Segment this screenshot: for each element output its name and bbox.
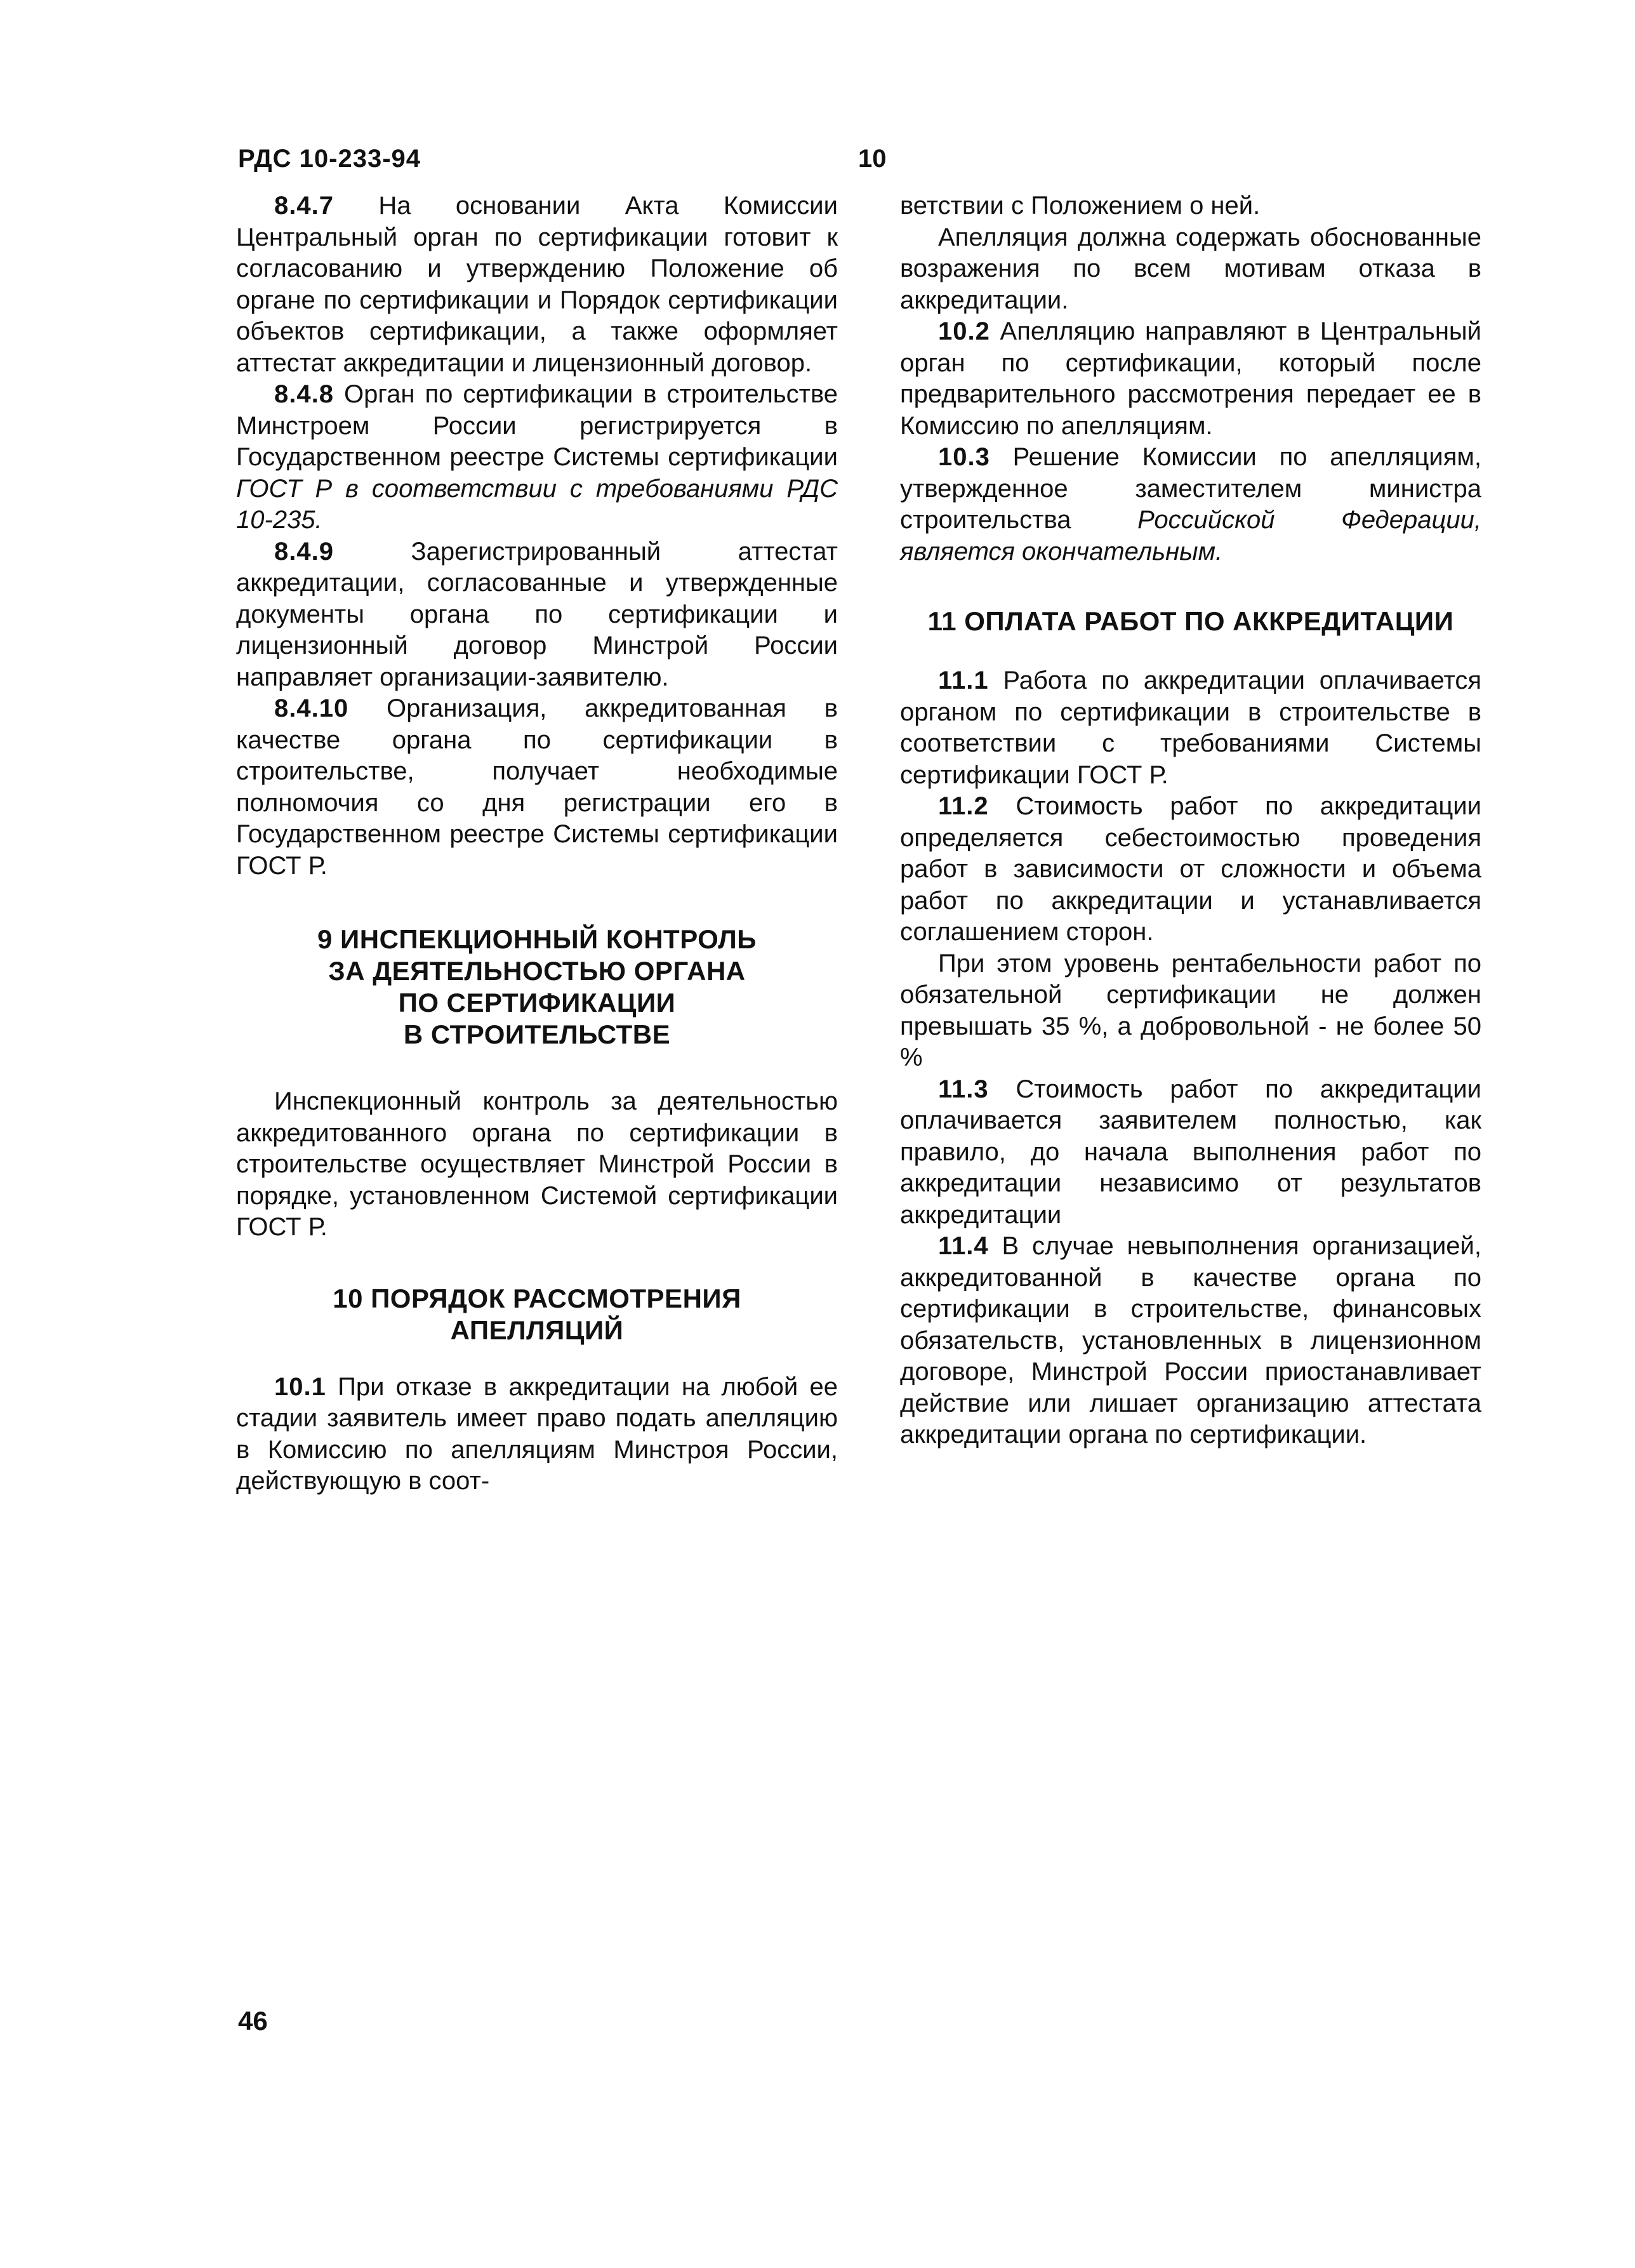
clause-number: 8.4.8: [274, 380, 334, 408]
clause-number: 8.4.10: [274, 694, 349, 722]
paragraph-8-4-10: [236, 693, 838, 882]
clause-text: В случае невыполнения организацией, аккредитованной в качестве органа по сертификации в строительстве, финансовых обязательств, установленных в лицензионном договоре, Минстрой России приостанавливает действие или лишает организацию аттестата аккредитации органа по сертификации.: [900, 1232, 1481, 1449]
paragraph-11-4: [900, 1231, 1481, 1451]
clause-number: 10.2: [938, 317, 990, 345]
paragraph-appeal-content: Апелляция должна содержать обоснованные возражения по всем мотивам отказа в аккредитации.: [900, 223, 1481, 314]
right-column: [900, 190, 1481, 1451]
section-9-heading: [236, 924, 838, 1051]
paragraph-11-3: [900, 1074, 1481, 1231]
clause-text: Решение Комиссии по апелляциям, утвержденное заместителем министра строительства: [900, 443, 1481, 534]
section-9-body: Инспекционный контроль за деятельностью аккредитованного органа по сертификации в строительстве осуществляет Минстрой России в порядке, установленном Системой сертификации ГОСТ Р.: [236, 1087, 838, 1241]
heading-line: 11 ОПЛАТА РАБОТ ПО АККРЕДИТАЦИИ: [927, 606, 1454, 636]
clause-number: 11.2: [938, 792, 989, 820]
paragraph-10-2: [900, 316, 1481, 442]
paragraph-11-1: [900, 665, 1481, 791]
clause-text: Стоимость работ по аккредитации оплачивается заявителем полностью, как правило, до начала выполнения работ по аккредитации независимо от результатов аккредитации: [900, 1075, 1481, 1229]
clause-text: При отказе в аккредитации на любой ее стадии заявитель имеет право подать апелляцию в Комиссию по апелляциям Минстроя России, действующую в соот-: [236, 1372, 838, 1495]
heading-line: В СТРОИТЕЛЬСТВЕ: [403, 1019, 671, 1049]
clause-text: На основании Акта Комиссии Центральный орган по сертификации готовит к согласованию и утверждению Положение об органе по сертификации и Порядок сертификации объектов сертификации, а также оформляет аттестат аккредитации и лицензионный договор.: [236, 192, 838, 377]
paragraph-profitability: При этом уровень рентабельности работ по обязательной сертификации не должен превышать 35 %, а добровольной - не более 50 %: [900, 949, 1481, 1071]
clause-number: 11.3: [938, 1075, 989, 1103]
paragraph-10-1-continued: ветствии с Положением о ней.: [900, 192, 1261, 220]
section-10-heading: [236, 1283, 838, 1346]
clause-text: Стоимость работ по аккредитации определяется себестоимостью проведения работ в зависимости от сложности и объема работ по аккредитации и устанавливается соглашением сторон.: [900, 792, 1481, 946]
clause-text-italic: ГОСТ Р в соответствии с требованиями РДС 10-235.: [236, 474, 838, 534]
clause-number: 10.1: [274, 1372, 326, 1401]
document-code: РДС 10-233-94: [238, 145, 421, 173]
page-number: 46: [238, 2006, 268, 2036]
heading-line: АПЕЛЛЯЦИЙ: [450, 1315, 624, 1345]
clause-text: Организация, аккредитованная в качестве органа по сертификации в строительстве, получает необходимые полномочия со дня регистрации его в Государственном реестре Системы сертификации ГОСТ Р.: [236, 694, 838, 880]
clause-number: 8.4.7: [274, 192, 334, 220]
clause-text: Зарегистрированный аттестат аккредитации, согласованные и утвержденные документы органа по сертификации и лицензионный договор Минстрой России направляет организации-заявителю.: [236, 537, 838, 691]
clause-text: Орган по сертификации в строительстве Минстроем России регистрируется в Государственном реестре Системы сертификации: [236, 380, 838, 471]
paragraph-8-4-9: [236, 536, 838, 694]
clause-number: 11.1: [938, 666, 989, 694]
clause-text: Апелляцию направляют в Центральный орган по сертификации, который после предварительного рассмотрения передает ее в Комиссию по апелляциям.: [900, 317, 1481, 440]
heading-line: 9 ИНСПЕКЦИОННЫЙ КОНТРОЛЬ: [317, 924, 757, 954]
paragraph-10-3: [900, 442, 1481, 567]
clause-number: 11.4: [938, 1232, 989, 1260]
paragraph-8-4-8: [236, 379, 838, 536]
clause-number: 10.3: [938, 443, 990, 471]
paragraph-10-1: [236, 1372, 838, 1497]
clause-number: 8.4.9: [274, 537, 334, 566]
paragraph-11-2: [900, 791, 1481, 948]
heading-line: ПО СЕРТИФИКАЦИИ: [398, 988, 676, 1018]
heading-line: ЗА ДЕЯТЕЛЬНОСТЬЮ ОРГАНА: [328, 956, 746, 986]
sheet-number: 10: [858, 145, 887, 173]
paragraph-8-4-7: [236, 190, 838, 379]
heading-line: 10 ПОРЯДОК РАССМОТРЕНИЯ: [333, 1283, 741, 1313]
left-column: [236, 190, 838, 1497]
section-11-heading: [900, 606, 1481, 637]
clause-text-italic: Российской Федерации, является окончательным.: [900, 506, 1481, 566]
clause-text: Работа по аккредитации оплачивается органом по сертификации в строительстве в соответствии с требованиями Системы сертификации ГОСТ Р.: [900, 666, 1481, 789]
